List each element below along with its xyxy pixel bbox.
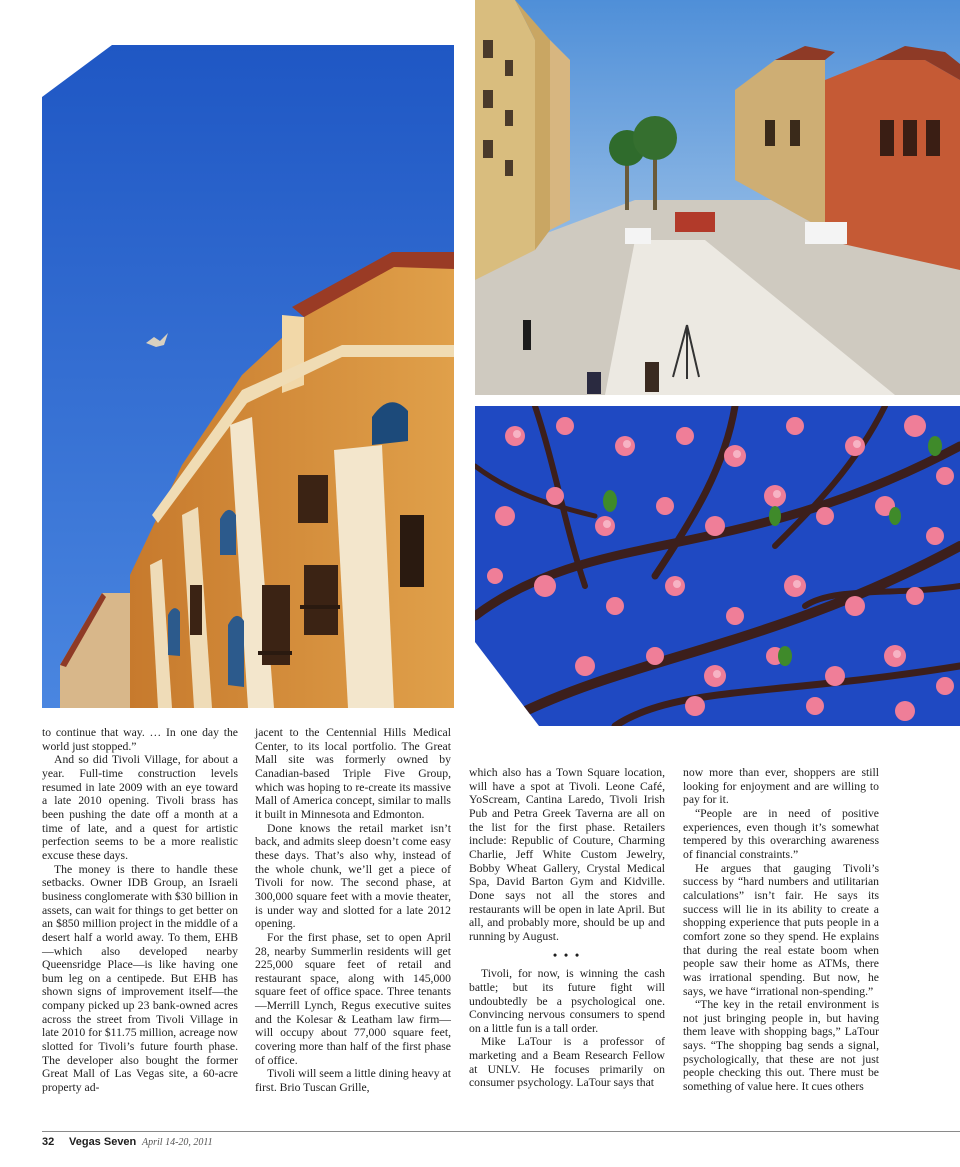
blossom-illustration	[475, 406, 960, 726]
building-illustration	[42, 45, 454, 708]
article-column-2	[255, 726, 451, 1095]
article-paragraph: And so did Tivoli Village, for about a year. Full-time construction levels resumed in late 2009 with an eye toward a late 2010 opening. Tivoli brass has been pushing the date off a month at a time of late, and a quest for artistic perfection seems to be a more realistic excuse these days.	[42, 753, 238, 862]
article-column-3	[469, 766, 665, 1090]
article-paragraph: Tivoli will seem a little dining heavy at first. Brio Tuscan Grille,	[255, 1067, 451, 1095]
section-break: • • •	[552, 948, 582, 962]
article-paragraph: For the first phase, set to open April 28, nearby Summerlin residents will get 225,000 square feet of retail and restaurant space, along with 145,000 square feet of office space. Three tenants—Merrill Lynch, Regus executive suites and the Kolesar & Leatham law firm—will occupy about 77,000 square feet, covering more than half of the first phase of office.	[255, 930, 451, 1067]
article-paragraph: “People are in need of positive experiences, even though it’s somewhat tempered by this overarching awareness of financial constraints.”	[683, 806, 879, 861]
article-paragraph: which also has a Town Square location, will have a spot at Tivoli. Leone Café, YoScream, Cantina Laredo, Tivoli Irish Pub and Petra Greek Taverna are all on the list for the first phase. Retailers include: Republic of Couture, Charming Charlie, Jeff White Custom Jewelry, Bobby Wheat Gallery, Crystal Medical Spa, David Barton Gym and Kidville. Done says not all the stores and restaurants will be open in late April. But all, and probably more, should be up and running by August.	[469, 766, 665, 943]
article-paragraph: to continue that way. … In one day the world just stopped.”	[42, 726, 238, 753]
publication-name: Vegas Seven	[69, 1136, 137, 1148]
article-column-1	[42, 726, 238, 1095]
article-paragraph: Mike LaTour is a professor of marketing and a Beam Research Fellow at UNLV. He focuses primarily on consumer psychology. LaTour says that	[469, 1035, 665, 1090]
article-paragraph: “The key in the retail environment is not just bringing people in, but having them leave with shopping bags,” LaTour says. “The shopping bag sends a signal, psychologically, that these are not just people checking this out. There must be something of value here. It cues others	[683, 998, 879, 1094]
article-paragraph: now more than ever, shoppers are still looking for enjoyment and are willing to pay for it.	[683, 766, 879, 807]
article-paragraph: Done knows the retail market isn’t back, and admits sleep doesn’t come easy these days. That’s also why, instead of the whole chunk, we’ll get a piece of Tivoli for now. The second phase, at 300,000 square feet with a movie theater, is under way and slotted for a late 2012 opening.	[255, 821, 451, 931]
article-paragraph: The money is there to handle these setbacks. Owner IDB Group, an Israeli business conglomerate with $30 billion in assets, can wait for things to get better on an $850 million project in the middle of a desert half a world away. To them, EHB—which also developed nearby Queensridge Place—is like having one bum leg on a centipede. But EHB has shown signs of improvement itself—the company picked up 23 bank-owned acres across the street from Tivoli Village in late 2010 for $11.75 million, acreage now slotted for Tivoli’s future fourth phase. The developer also bought the former Great Mall of Las Vegas site, a 60-acre property ad-	[42, 862, 238, 1095]
street-illustration	[475, 0, 960, 395]
page-number: 32	[42, 1136, 55, 1148]
photo-pink-blossoms	[475, 406, 960, 726]
article-column-4	[683, 766, 879, 1094]
article-paragraph: Tivoli, for now, is winning the cash battle; but its future fight will undoubtedly be a psychological one. Convincing nervous consumers to spend on a little fun is a tall order.	[469, 967, 665, 1035]
article-paragraph: He argues that gauging Tivoli’s success by “hard numbers and utilitarian calculations” isn’t fair. He says its success will lie in its ability to create a shopping experience that puts people in a comfort zone so they spend. He explains that during the real estate boom when people saw their home as ATMs, there was irrational spending. But now, he says, we have “irrational non-spending.”	[683, 861, 879, 998]
photo-street-construction	[475, 0, 960, 395]
issue-date: April 14-20, 2011	[142, 1137, 213, 1148]
page-footer	[42, 1136, 213, 1148]
footer-rule	[42, 1131, 960, 1132]
article-paragraph: jacent to the Centennial Hills Medical Center, to its local portfolio. The Great Mall site was formerly owned by Canadian-based Triple Five Group, which was hoping to re-create its massive Mall of America concept, similar to malls it built in Minnesota and Edmonton.	[255, 726, 451, 821]
photo-building-sky	[42, 45, 454, 708]
